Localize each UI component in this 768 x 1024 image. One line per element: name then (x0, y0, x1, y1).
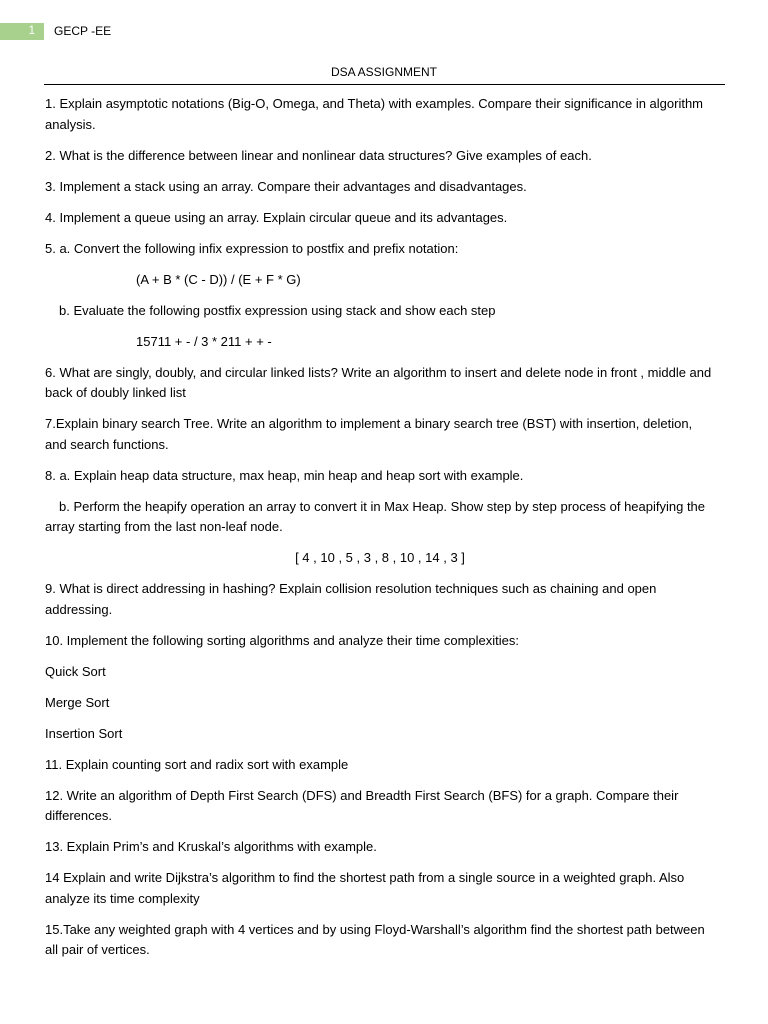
question-8b-text: b. Perform the heapify operation an array to convert it in Max Heap. Show step by step process of heapifying the array starting from the last non-leaf node. (45, 498, 706, 534)
infix-expression: (A + B * (C - D)) / (E + F * G) (136, 271, 301, 287)
question-9: 9. What is direct addressing in hashing? Explain collision resolution techniques such as chaining and open addressing. (45, 581, 657, 617)
header-text: GECP -EE (54, 24, 112, 38)
question-8b (45, 497, 715, 538)
sort-item-insertion: Insertion Sort (45, 725, 123, 741)
question-3: 3. Implement a stack using an array. Compare their advantages and disadvantages. (45, 178, 527, 194)
question-list (45, 94, 715, 971)
question-1: 1. Explain asymptotic notations (Big-O, Omega, and Theta) with examples. Compare their significance in algorithm analysis. (45, 96, 704, 132)
page-header (0, 23, 768, 41)
postfix-expression: 15711 + - / 3 * 211 + + - (136, 333, 272, 349)
question-5b: b. Evaluate the following postfix expression using stack and show each step (59, 302, 496, 318)
document-title: DSA ASSIGNMENT (330, 65, 438, 79)
sort-item-merge: Merge Sort (45, 694, 110, 710)
question-6: 6. What are singly, doubly, and circular linked lists? Write an algorithm to insert and delete node in front , middle and back of doubly linked list (45, 364, 712, 400)
question-13: 13. Explain Prim’s and Kruskal’s algorithms with example. (45, 839, 377, 854)
question-14: 14 Explain and write Dijkstra’s algorithm to find the shortest path from a single source in a weighted graph. Also analyze its time complexity (45, 870, 685, 906)
question-2: 2. What is the difference between linear and nonlinear data structures? Give examples of each. (45, 147, 592, 163)
question-5a: 5. a. Convert the following infix expression to postfix and prefix notation: (45, 240, 459, 256)
question-4: 4. Implement a queue using an array. Explain circular queue and its advantages. (45, 209, 508, 225)
question-15: 15.Take any weighted graph with 4 vertices and by using Floyd-Warshall’s algorithm find the shortest path between all pair of vertices. (45, 921, 705, 957)
question-8a: 8. a. Explain heap data structure, max heap, min heap and heap sort with example. (45, 467, 524, 483)
question-12: 12. Write an algorithm of Depth First Search (DFS) and Breadth First Search (BFS) for a graph. Compare their differences. (45, 787, 679, 823)
question-10: 10. Implement the following sorting algorithms and analyze their time complexities: (45, 632, 520, 648)
heap-array: [ 4 , 10 , 5 , 3 , 8 , 10 , 14 , 3 ] (295, 550, 465, 565)
question-11: 11. Explain counting sort and radix sort with example (45, 756, 349, 772)
question-7: 7.Explain binary search Tree. Write an algorithm to implement a binary search tree (BST) with insertion, deletion, and search functions. (45, 416, 693, 452)
sort-item-quick: Quick Sort (45, 663, 106, 679)
title-rule (44, 84, 725, 85)
page-number: 1 (0, 23, 44, 40)
